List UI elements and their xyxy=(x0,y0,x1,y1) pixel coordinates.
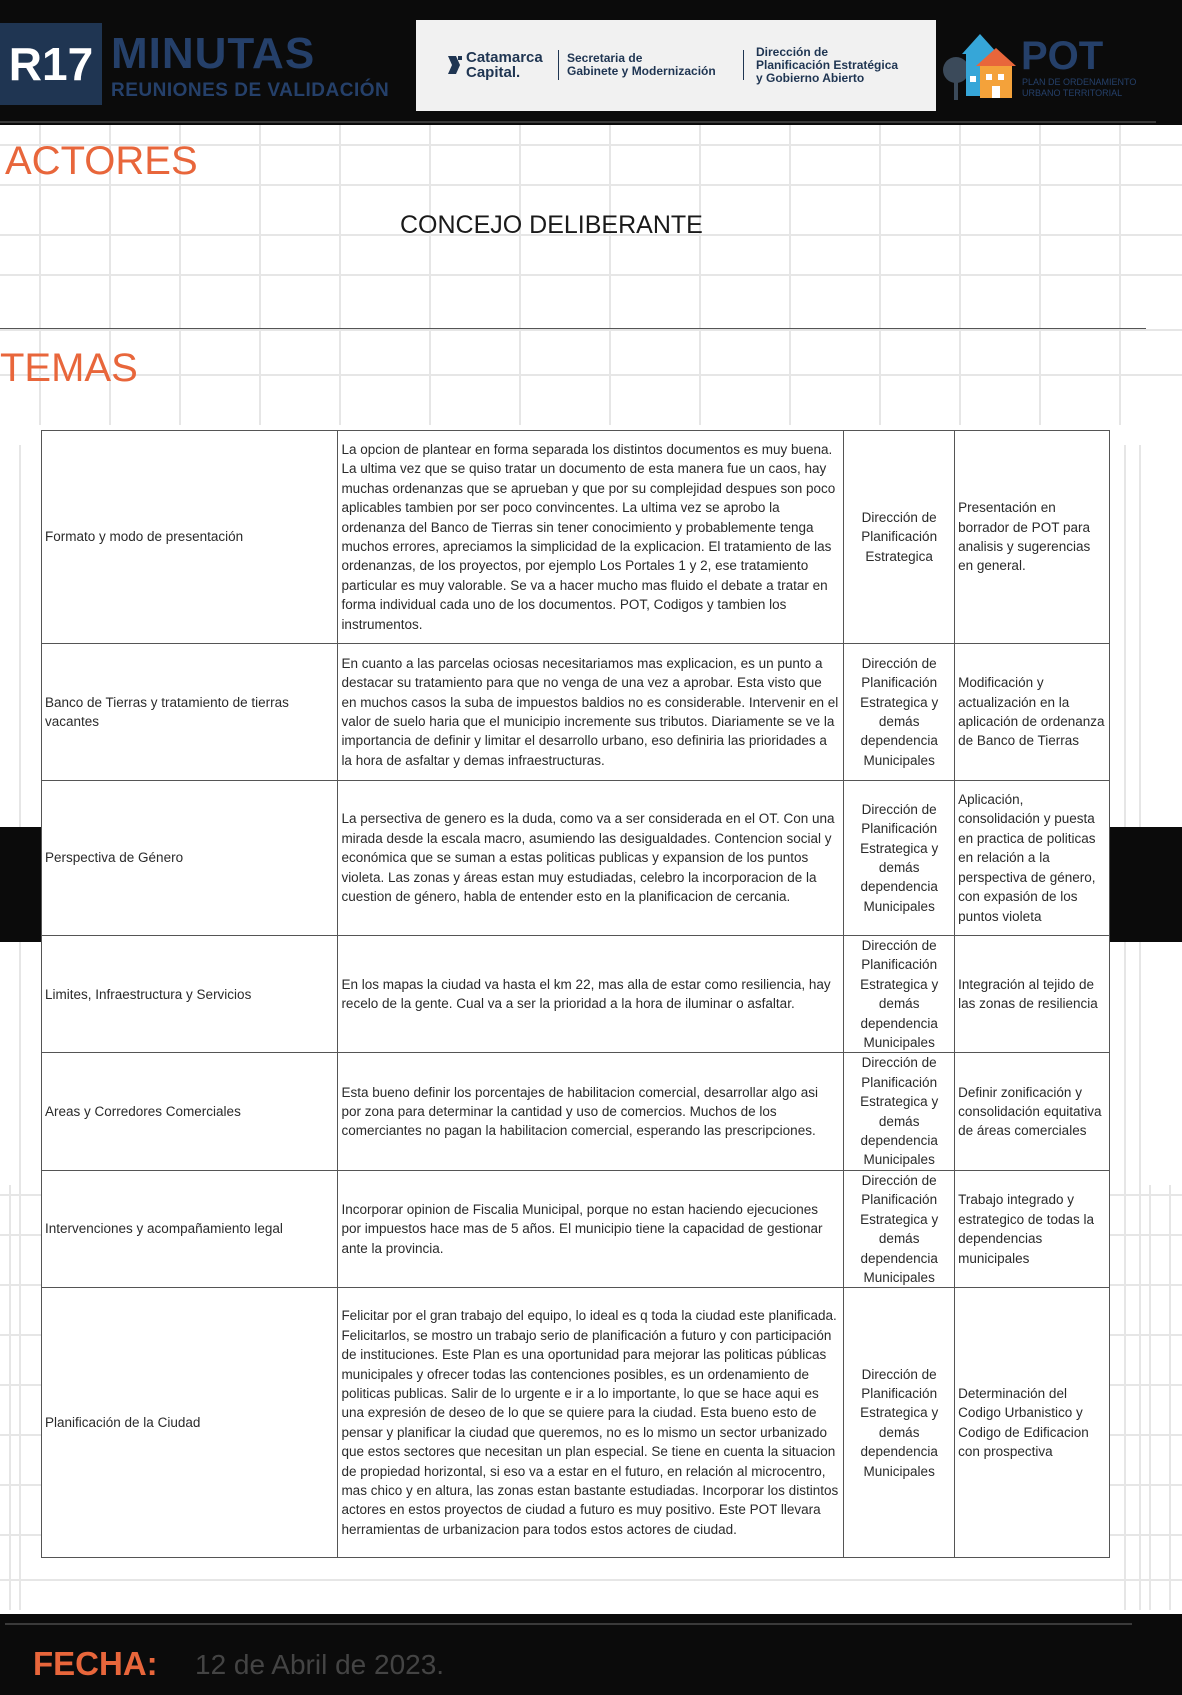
pot-houses-logo-icon xyxy=(940,26,1018,102)
tema-cell: Banco de Tierras y tratamiento de tierras vacantes xyxy=(42,644,338,781)
direccion-line2: Planificación Estratégica xyxy=(756,58,899,72)
actor-name: CONCEJO DELIBERANTE xyxy=(400,211,703,239)
secretaria-line1: Secretaria de xyxy=(567,51,643,65)
table-row xyxy=(42,936,1110,1053)
tema-cell: Limites, Infraestructura y Servicios xyxy=(42,936,338,1053)
detalle-cell: Felicitar por el gran trabajo del equipo, lo ideal es q toda la ciudad este planificada. Felicitarlos, se mostro un trabajo serio de planificación a futuro y con participación de instituciones. Este Plan es una oportunidad para mejorar las politicas públicas municipales y ofrecer todas las contenciones posibles, es un ordenamiento de politicas publicas. Salir de lo urgente e ir a lo importante, lo que se hace aqui es una expresión de deseo de lo que se quiere para la ciudad. Esta bueno esto de pensar y planificar la ciudad que queremos, no es lo mismo un sector urbanizado que estos sectores que necesitan un plan especial. Se tiene en cuenta la situacion de propiedad horizontal, si eso va a estar en el futuro, en relación al microcentro, mas chico y en altura, las zonas estan bastante estudiadas. Incorporar los distintos actores en estos proyectos de ciudad a futuro es muy positivo. Este POT llevara herramientas de urbanizacion para todos estos actores de ciudad. xyxy=(338,1288,844,1558)
actores-section-title: ACTORES xyxy=(5,139,198,183)
pot-sub-line2: URBANO TERRITORIAL xyxy=(1022,88,1123,98)
direccion-line3: y Gobierno Abierto xyxy=(756,71,865,85)
responsable-cell: Dirección de Planificación Estrategica y demás dependencia Municipales xyxy=(844,781,955,936)
logo-separator xyxy=(743,50,744,80)
pot-logo-subtitle xyxy=(1022,77,1136,99)
accion-cell: Presentación en borrador de POT para analisis y sugerencias en general. xyxy=(955,431,1110,644)
footer-divider xyxy=(5,1623,1132,1625)
logo-separator xyxy=(558,50,559,80)
accion-cell: Determinación del Codigo Urbanistico y Codigo de Edificacion con prospectiva xyxy=(955,1288,1110,1558)
accion-cell: Aplicación, consolidación y puesta en practica de politicas en relación a la perspectiva de género, con expasión de los puntos violeta xyxy=(955,781,1110,936)
tema-cell: Formato y modo de presentación xyxy=(42,431,338,644)
responsable-cell: Dirección de Planificación Estrategica xyxy=(844,431,955,644)
table-row xyxy=(42,1053,1110,1170)
accion-cell: Definir zonificación y consolidación equitativa de áreas comerciales xyxy=(955,1053,1110,1170)
temas-table xyxy=(41,430,1110,1558)
tema-cell: Perspectiva de Género xyxy=(42,781,338,936)
responsable-cell: Dirección de Planificación Estrategica y demás dependencia Municipales xyxy=(844,1170,955,1287)
accion-cell: Trabajo integrado y estrategico de todas la dependencias municipales xyxy=(955,1170,1110,1287)
direccion-line1: Dirección de xyxy=(756,45,829,59)
detalle-cell: Incorporar opinion de Fiscalia Municipal, porque no estan haciendo ejecuciones por impuestos hace mas de 5 años. El municipio tiene la capacidad de gestionar ante la provincia. xyxy=(338,1170,844,1287)
catamarca-line2: Capital. xyxy=(466,64,521,81)
tema-cell: Intervenciones y acompañamiento legal xyxy=(42,1170,338,1287)
catamarca-line1: Catamarca xyxy=(466,49,543,66)
pot-logo-title: POT xyxy=(1021,34,1104,78)
detalle-cell: La persectiva de genero es la duda, como va a ser considerada en el OT. Con una mirada desde la escala macro, asumiendo las desigualdades. Contencion social y económica que se suman a estas politicas publicas y expansion de los puntos violeta. Las zonas y áreas estan muy estudiadas, celebro la incorporacion de la cuestion de género, habla de entender esto en la planificacion de cercania. xyxy=(338,781,844,936)
date-label: FECHA: xyxy=(33,1645,158,1682)
table-row xyxy=(42,1170,1110,1287)
header-divider xyxy=(0,121,1156,123)
catamarca-capital-logo xyxy=(466,50,543,80)
pot-sub-line1: PLAN DE ORDENAMIENTO xyxy=(1022,77,1137,87)
responsable-cell: Dirección de Planificación Estrategica y demás dependencia Municipales xyxy=(844,1053,955,1170)
document-title: MINUTAS xyxy=(111,29,316,78)
document-code-badge: R17 xyxy=(0,23,102,105)
direccion-logo xyxy=(756,46,898,85)
accion-cell: Integración al tejido de las zonas de resiliencia xyxy=(955,936,1110,1053)
detalle-cell: En los mapas la ciudad va hasta el km 22, mas alla de estar como resiliencia, hay recelo de la gente. Cual va a ser la prioridad a la hora de iluminar o asfaltar. xyxy=(338,936,844,1053)
secretaria-logo xyxy=(567,52,716,78)
section-divider xyxy=(0,328,1146,329)
right-accent-bar xyxy=(1110,827,1182,942)
responsable-cell: Dirección de Planificación Estrategica y demás dependencia Municipales xyxy=(844,644,955,781)
date-value: 12 de Abril de 2023. xyxy=(195,1649,445,1680)
table-row xyxy=(42,644,1110,781)
detalle-cell: Esta bueno definir los porcentajes de habilitacion comercial, desarrollar algo asi por zona para determinar la cantidad y uso de comercios. Muchos de los comerciantes no pagan la habilitacion comercial, esperando las prescripciones. xyxy=(338,1053,844,1170)
detalle-cell: La opcion de plantear en forma separada los distintos documentos es muy buena. La ultima vez que se quiso tratar un documento de esta manera fue un caos, hay muchas ordenanzas que se aprueban y que por su complejidad despues son poco aplicables tambien por ser poco convincentes. La ultima vez se aprobo la ordenanza del Banco de Tierras sin tener conocimiento y probablemente tenga muchos errores, apreciamos la simplicidad de la explicacion. El tratamiento de las ordenanzas, de los proyectos, por ejemplo Los Portales 1 y 2, ese tratamiento particular es muy valorable. Se va a hacer mucho mas fluido el debate a tratar en forma individual cada uno de los documentos. POT, Codigos y tambien los instrumentos. xyxy=(338,431,844,644)
tema-cell: Areas y Corredores Comerciales xyxy=(42,1053,338,1170)
responsable-cell: Dirección de Planificación Estrategica y demás dependencia Municipales xyxy=(844,1288,955,1558)
detalle-cell: En cuanto a las parcelas ociosas necesitariamos mas explicacion, es un punto a destacar su tratamiento para que no venga de una vez a aprobar. Esta visto que en muchos casos la suba de impuestos baldios no es considerable. Intervenir en el valor de suelo haria que el municipio incremente sus tributos. Diariamente se ve la importancia de definir y limitar el desarrollo urbano, eso definiria las prioridades a la hora de asfaltar y demas infraestructuras. xyxy=(338,644,844,781)
table-row xyxy=(42,431,1110,644)
temas-section-title: TEMAS xyxy=(0,346,138,390)
accion-cell: Modificación y actualización en la aplicación de ordenanza de Banco de Tierras xyxy=(955,644,1110,781)
catamarca-capital-logo-icon xyxy=(446,52,464,78)
secretaria-line2: Gabinete y Modernización xyxy=(567,64,716,78)
table-row xyxy=(42,781,1110,936)
tema-cell: Planificación de la Ciudad xyxy=(42,1288,338,1558)
left-accent-bar xyxy=(0,827,42,942)
page-footer xyxy=(0,1614,1182,1695)
table-row xyxy=(42,1288,1110,1558)
document-subtitle: REUNIONES DE VALIDACIÓN xyxy=(111,80,390,101)
responsable-cell: Dirección de Planificación Estrategica y demás dependencia Municipales xyxy=(844,936,955,1053)
